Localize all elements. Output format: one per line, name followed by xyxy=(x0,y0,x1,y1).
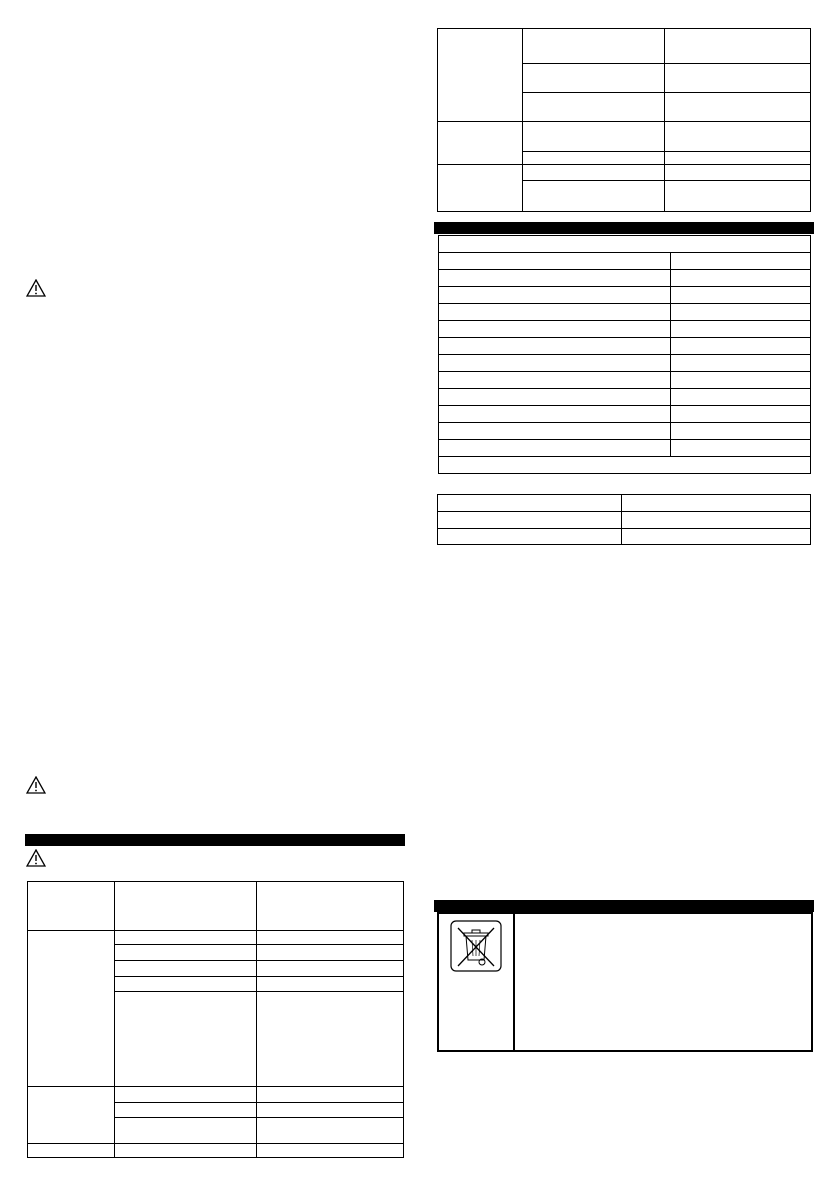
table-cell xyxy=(439,355,671,372)
table-cell xyxy=(671,423,811,440)
table-cell xyxy=(257,1144,404,1158)
table-cell xyxy=(671,372,811,389)
table-cell xyxy=(115,992,257,1087)
small-table xyxy=(437,494,811,545)
table-cell xyxy=(28,1087,115,1144)
table-cell xyxy=(523,152,665,165)
table-cell xyxy=(671,287,811,304)
table-cell xyxy=(671,253,811,270)
table-cell xyxy=(665,29,811,64)
table-cell xyxy=(523,93,665,122)
table-cell xyxy=(622,512,811,529)
section-header-bar xyxy=(434,222,814,234)
table-cell xyxy=(523,64,665,93)
table-cell xyxy=(257,1103,404,1118)
table-cell xyxy=(115,1144,257,1158)
table-cell xyxy=(439,236,811,253)
table-cell xyxy=(439,287,671,304)
table-cell xyxy=(665,93,811,122)
table-cell xyxy=(115,1118,257,1144)
warning-triangle-icon xyxy=(26,776,46,794)
table-cell xyxy=(439,253,671,270)
section-header-bar xyxy=(25,834,405,846)
table-cell xyxy=(257,931,404,945)
table-cell xyxy=(115,977,257,992)
list-table xyxy=(438,235,811,474)
table-cell xyxy=(115,961,257,977)
table-cell xyxy=(439,270,671,287)
table-cell xyxy=(438,29,523,122)
table-cell xyxy=(523,29,665,64)
table-cell xyxy=(257,1118,404,1144)
table-cell xyxy=(671,321,811,338)
table-cell xyxy=(257,992,404,1087)
table-cell xyxy=(115,945,257,961)
table-cell xyxy=(439,423,671,440)
table-cell xyxy=(665,122,811,152)
table-cell xyxy=(439,321,671,338)
table-cell xyxy=(671,355,811,372)
table-cell xyxy=(257,945,404,961)
table-cell xyxy=(671,440,811,457)
weee-header-bar xyxy=(434,900,814,912)
warning-triangle-icon xyxy=(26,279,46,297)
table-cell xyxy=(438,165,523,212)
table-cell xyxy=(439,389,671,406)
table-cell xyxy=(115,882,257,931)
crossed-out-wheelie-bin-icon xyxy=(450,920,502,972)
top-table xyxy=(437,28,811,212)
table-cell xyxy=(257,882,404,931)
table-cell xyxy=(438,122,523,165)
table-cell xyxy=(115,931,257,945)
table-cell xyxy=(28,882,115,931)
table-cell xyxy=(115,1103,257,1118)
table-cell xyxy=(28,931,115,1087)
table-cell xyxy=(115,1087,257,1103)
table-cell xyxy=(671,406,811,423)
table-cell xyxy=(28,1144,115,1158)
table-cell xyxy=(622,529,811,545)
warning-triangle-icon xyxy=(26,849,46,867)
table-cell xyxy=(257,961,404,977)
table-cell xyxy=(439,372,671,389)
table-cell xyxy=(523,122,665,152)
table-cell xyxy=(523,165,665,181)
table-cell xyxy=(257,977,404,992)
table-cell xyxy=(439,406,671,423)
table-cell xyxy=(665,181,811,212)
table-cell xyxy=(439,440,671,457)
table-cell xyxy=(439,304,671,321)
table-cell xyxy=(671,389,811,406)
table-cell xyxy=(257,1087,404,1103)
table-cell xyxy=(671,270,811,287)
table-cell xyxy=(622,495,811,512)
table-cell xyxy=(438,529,622,545)
table-cell xyxy=(439,457,811,474)
weee-divider xyxy=(513,914,515,1050)
table-cell xyxy=(671,338,811,355)
table-cell xyxy=(665,165,811,181)
table-cell xyxy=(671,304,811,321)
table-cell xyxy=(523,181,665,212)
table-cell xyxy=(665,152,811,165)
spec-table xyxy=(27,881,404,1158)
table-cell xyxy=(665,64,811,93)
table-cell xyxy=(439,338,671,355)
table-cell xyxy=(438,495,622,512)
table-cell xyxy=(438,512,622,529)
